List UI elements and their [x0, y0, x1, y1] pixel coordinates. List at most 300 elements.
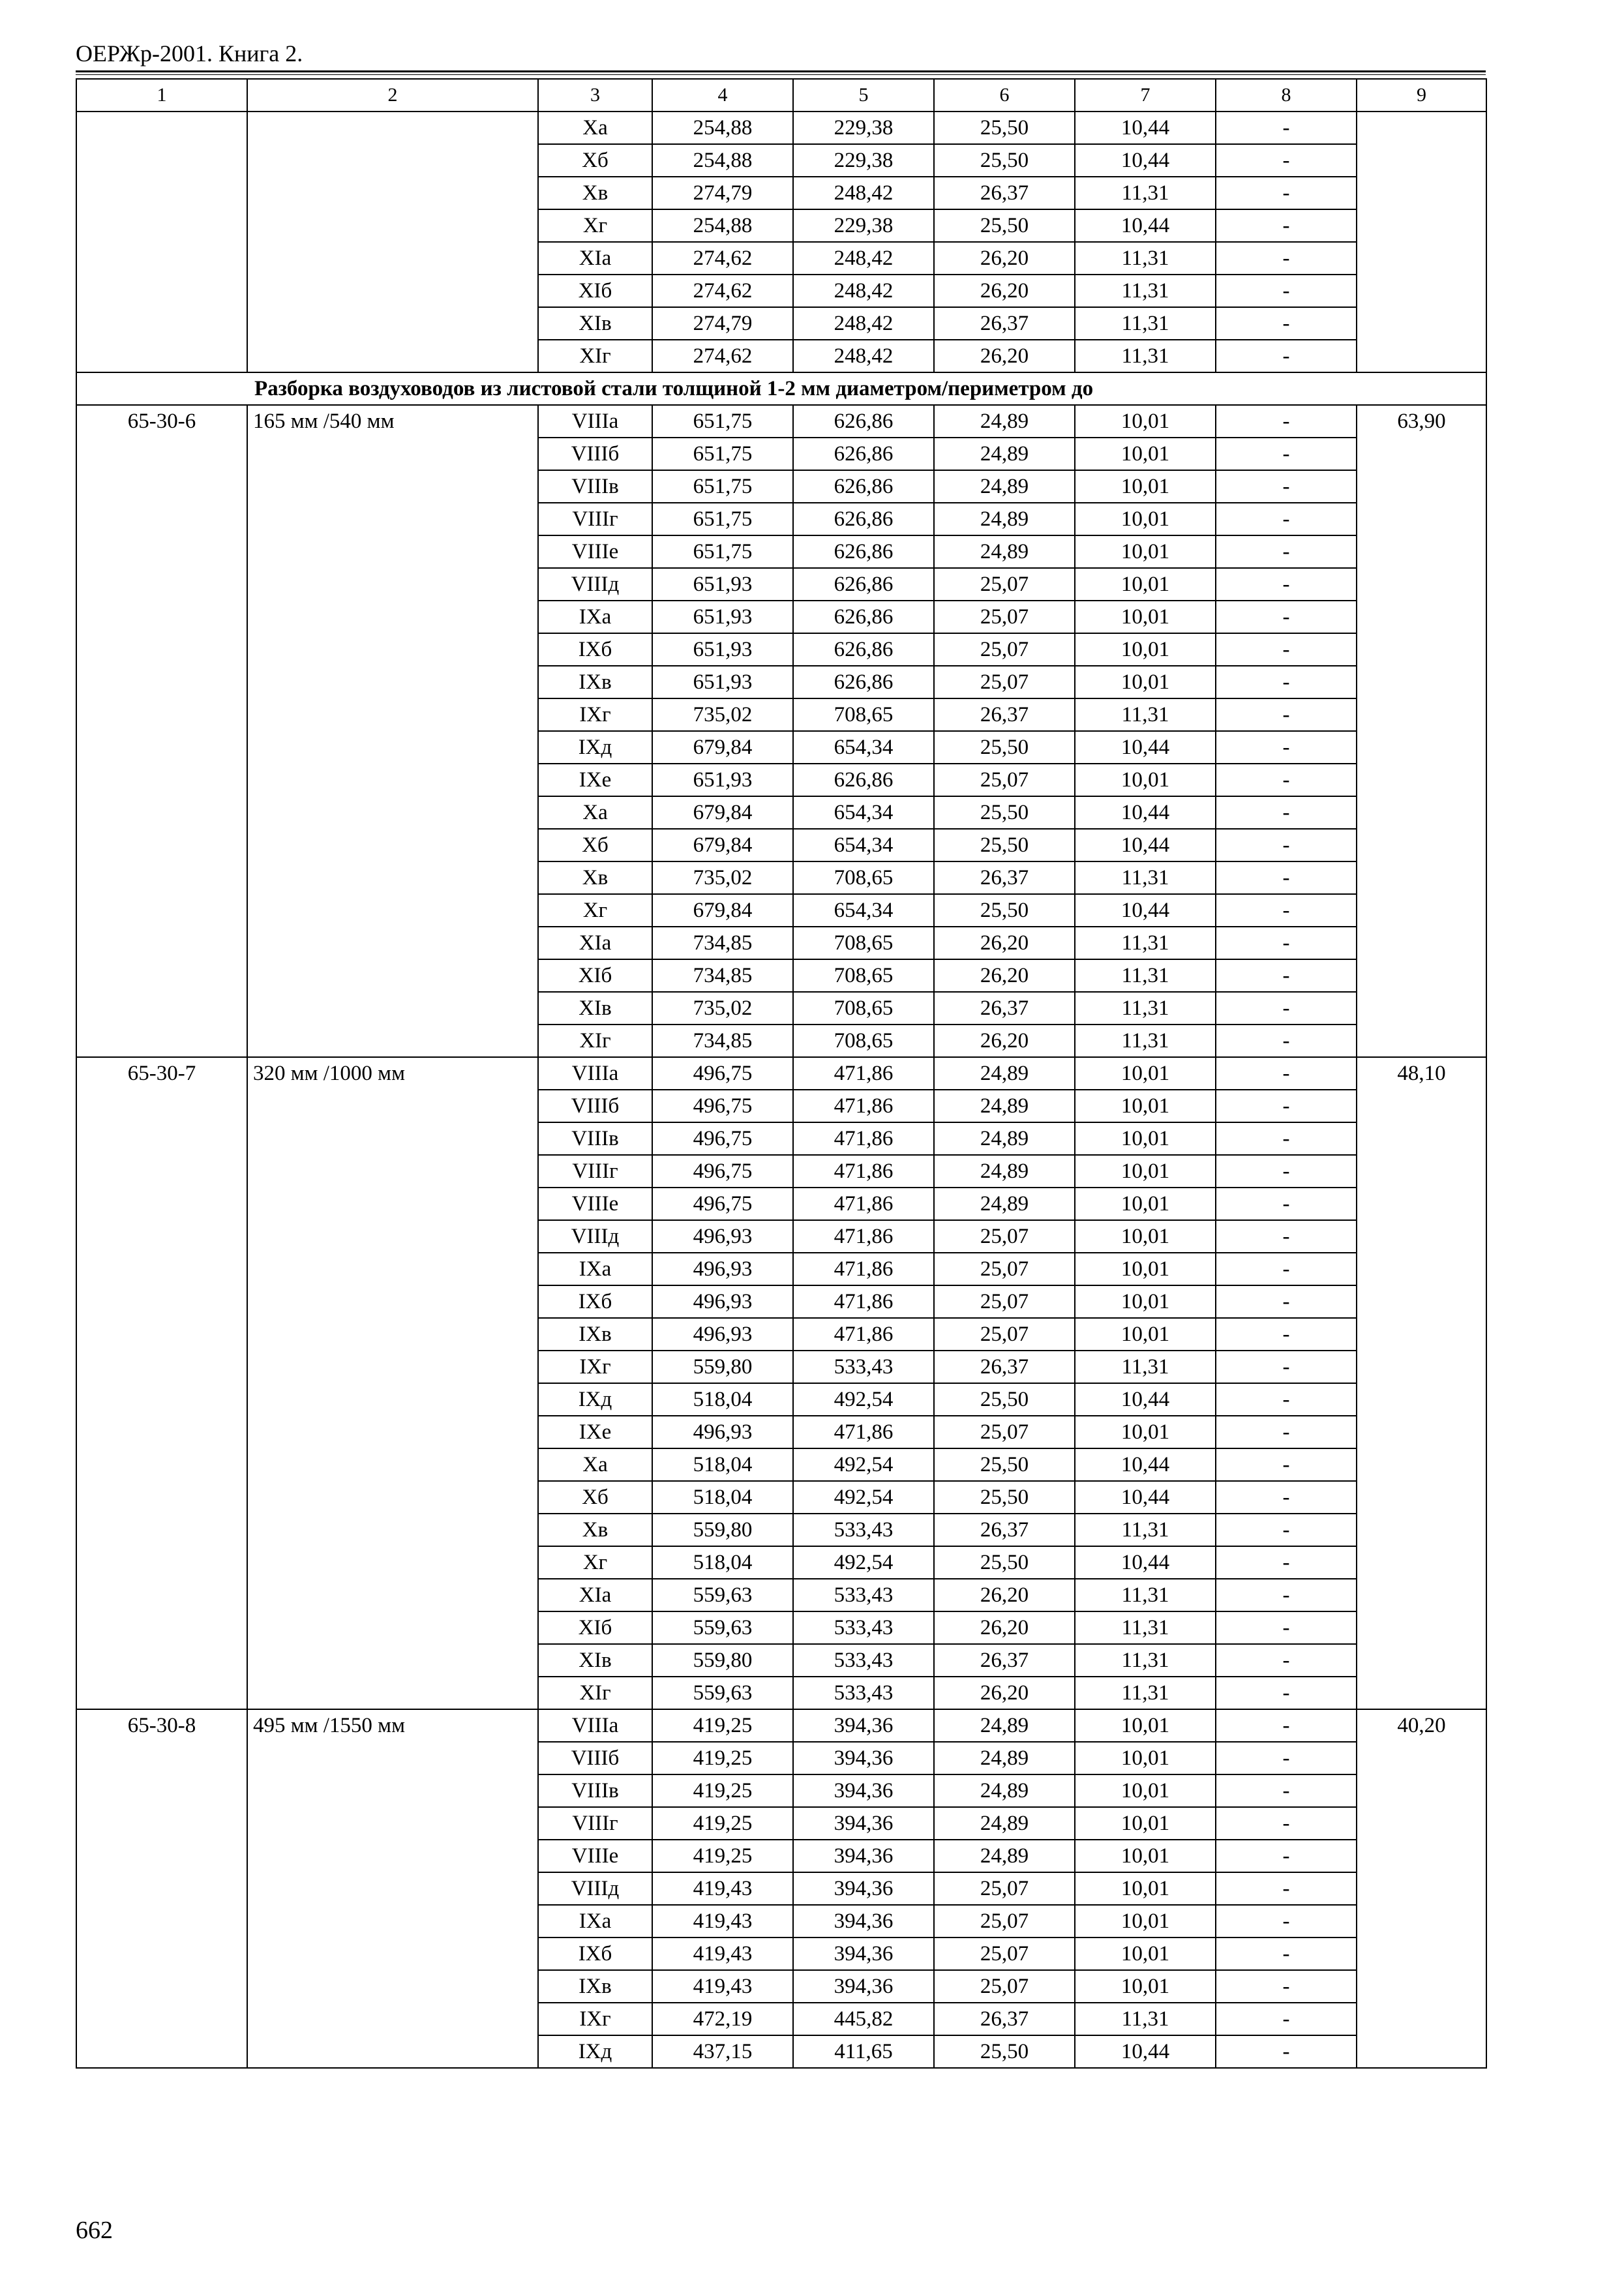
value-cell: 626,86 [793, 764, 934, 796]
value-cell: 10,01 [1075, 503, 1216, 535]
value-cell: 26,37 [934, 861, 1075, 894]
value-cell: 496,93 [652, 1285, 793, 1318]
value-cell: 708,65 [793, 698, 934, 731]
value-cell: 533,43 [793, 1579, 934, 1611]
value-cell: - [1216, 242, 1357, 275]
value-cell: - [1216, 1709, 1357, 1742]
value-cell: IXг [538, 2003, 652, 2035]
value-cell: 11,31 [1075, 177, 1216, 209]
value-cell: 10,01 [1075, 1840, 1216, 1872]
value-cell: 26,20 [934, 927, 1075, 959]
value-cell: 411,65 [793, 2035, 934, 2068]
value-cell: 26,20 [934, 1677, 1075, 1709]
value-cell: 10,01 [1075, 1090, 1216, 1122]
value-cell: - [1216, 1253, 1357, 1285]
value-cell: 419,25 [652, 1807, 793, 1840]
value-cell: 11,31 [1075, 275, 1216, 307]
value-cell: 496,93 [652, 1220, 793, 1253]
value-cell: 626,86 [793, 405, 934, 438]
value-cell: 559,80 [652, 1351, 793, 1383]
value-cell: 10,01 [1075, 1253, 1216, 1285]
value-cell: IXг [538, 1351, 652, 1383]
value-cell: 518,04 [652, 1448, 793, 1481]
value-cell: 24,89 [934, 1807, 1075, 1840]
value-cell: - [1216, 601, 1357, 633]
value-cell: 11,31 [1075, 1025, 1216, 1057]
value-cell: VIIIб [538, 1090, 652, 1122]
value-cell: 471,86 [793, 1122, 934, 1155]
value-cell: IXв [538, 1318, 652, 1351]
value-cell: 254,88 [652, 209, 793, 242]
value-cell: 708,65 [793, 861, 934, 894]
value-cell: 25,50 [934, 144, 1075, 177]
value-cell: 25,07 [934, 1220, 1075, 1253]
column-number: 5 [793, 79, 934, 112]
value-cell: VIIIг [538, 503, 652, 535]
value-cell: 394,36 [793, 1709, 934, 1742]
value-cell: 419,25 [652, 1709, 793, 1742]
value-cell: 626,86 [793, 438, 934, 470]
value-cell: 24,89 [934, 535, 1075, 568]
value-cell: 11,31 [1075, 307, 1216, 340]
value-cell: 559,80 [652, 1644, 793, 1677]
value-cell: 471,86 [793, 1416, 934, 1448]
value-cell: 229,38 [793, 209, 934, 242]
value-cell: - [1216, 1840, 1357, 1872]
value-cell: 394,36 [793, 1937, 934, 1970]
value-cell: 10,01 [1075, 1742, 1216, 1774]
value-cell: 471,86 [793, 1253, 934, 1285]
page-number: 662 [76, 2217, 113, 2244]
value-cell: 274,62 [652, 242, 793, 275]
value-cell: 24,89 [934, 1742, 1075, 1774]
code-cell: 65-30-6 [76, 405, 247, 1057]
value-cell: 492,54 [793, 1546, 934, 1579]
value-cell: - [1216, 1220, 1357, 1253]
value-cell: 419,25 [652, 1774, 793, 1807]
value-cell: 10,01 [1075, 1318, 1216, 1351]
total-cell: 40,20 [1357, 1709, 1486, 2068]
value-cell: 626,86 [793, 470, 934, 503]
value-cell: 559,63 [652, 1611, 793, 1644]
value-cell: 496,93 [652, 1318, 793, 1351]
value-cell: - [1216, 2003, 1357, 2035]
value-cell: 11,31 [1075, 861, 1216, 894]
value-cell: 26,37 [934, 1351, 1075, 1383]
value-cell: IXб [538, 1285, 652, 1318]
value-cell: - [1216, 959, 1357, 992]
value-cell: 26,20 [934, 242, 1075, 275]
value-cell: 394,36 [793, 1742, 934, 1774]
value-cell: 10,01 [1075, 666, 1216, 698]
value-cell: 735,02 [652, 861, 793, 894]
value-cell: - [1216, 535, 1357, 568]
value-cell: 654,34 [793, 796, 934, 829]
column-number: 8 [1216, 79, 1357, 112]
value-cell: 394,36 [793, 1970, 934, 2003]
value-cell: 25,50 [934, 1481, 1075, 1514]
value-cell: - [1216, 1481, 1357, 1514]
value-cell: 419,43 [652, 1970, 793, 2003]
value-cell: 26,20 [934, 1579, 1075, 1611]
value-cell: 10,01 [1075, 1905, 1216, 1937]
value-cell: 24,89 [934, 1840, 1075, 1872]
value-cell: IXв [538, 666, 652, 698]
value-cell: 10,01 [1075, 535, 1216, 568]
value-cell: 229,38 [793, 112, 934, 144]
section-row [76, 372, 1486, 405]
value-cell: VIIIe [538, 535, 652, 568]
value-cell: 419,43 [652, 1905, 793, 1937]
value-cell: 651,93 [652, 601, 793, 633]
value-cell: 24,89 [934, 503, 1075, 535]
value-cell: Xв [538, 177, 652, 209]
value-cell: XIa [538, 242, 652, 275]
value-cell: XIв [538, 992, 652, 1025]
value-cell: 496,75 [652, 1057, 793, 1090]
value-cell: 10,01 [1075, 633, 1216, 666]
value-cell: 419,25 [652, 1742, 793, 1774]
value-cell: 518,04 [652, 1546, 793, 1579]
value-cell: 25,07 [934, 666, 1075, 698]
value-cell: 626,86 [793, 568, 934, 601]
value-cell: IXe [538, 1416, 652, 1448]
value-cell: - [1216, 438, 1357, 470]
header-rule-thin [76, 74, 1486, 75]
value-cell: 25,07 [934, 1937, 1075, 1970]
value-cell: - [1216, 112, 1357, 144]
table-body [76, 79, 1486, 2068]
value-cell: 24,89 [934, 1709, 1075, 1742]
value-cell: 533,43 [793, 1351, 934, 1383]
value-cell: 394,36 [793, 1905, 934, 1937]
value-cell: 24,89 [934, 1774, 1075, 1807]
value-cell: - [1216, 796, 1357, 829]
value-cell: - [1216, 307, 1357, 340]
value-cell: - [1216, 1546, 1357, 1579]
description-cell: 165 мм /540 мм [247, 405, 538, 1057]
value-cell: VIIIд [538, 1220, 652, 1253]
description-cell: 320 мм /1000 мм [247, 1057, 538, 1709]
value-cell: - [1216, 1872, 1357, 1905]
value-cell: 10,01 [1075, 1220, 1216, 1253]
value-cell: 24,89 [934, 1188, 1075, 1220]
value-cell: 10,44 [1075, 112, 1216, 144]
value-cell: - [1216, 633, 1357, 666]
value-cell: VIIIa [538, 405, 652, 438]
value-cell: 10,01 [1075, 438, 1216, 470]
value-cell: 25,50 [934, 829, 1075, 861]
value-cell: 26,20 [934, 959, 1075, 992]
value-cell: 10,01 [1075, 1807, 1216, 1840]
value-cell: 471,86 [793, 1220, 934, 1253]
value-cell: - [1216, 1579, 1357, 1611]
value-cell: 518,04 [652, 1481, 793, 1514]
value-cell: 11,31 [1075, 992, 1216, 1025]
value-cell: 708,65 [793, 959, 934, 992]
value-cell: 25,07 [934, 601, 1075, 633]
value-cell: 472,19 [652, 2003, 793, 2035]
value-cell: VIIIг [538, 1807, 652, 1840]
value-cell: 559,63 [652, 1579, 793, 1611]
value-cell: 25,50 [934, 1383, 1075, 1416]
value-cell: 651,93 [652, 633, 793, 666]
value-cell: 471,86 [793, 1090, 934, 1122]
value-cell: 26,37 [934, 992, 1075, 1025]
page-header: ОЕРЖр-2001. Книга 2. [76, 40, 303, 67]
value-cell: 734,85 [652, 959, 793, 992]
value-cell: 735,02 [652, 698, 793, 731]
value-cell: 679,84 [652, 829, 793, 861]
value-cell: 11,31 [1075, 1351, 1216, 1383]
value-cell: 533,43 [793, 1611, 934, 1644]
value-cell: XIa [538, 927, 652, 959]
value-cell: VIIIв [538, 470, 652, 503]
value-cell: VIIIe [538, 1188, 652, 1220]
value-cell: 274,62 [652, 275, 793, 307]
value-cell: - [1216, 1742, 1357, 1774]
value-cell: 10,01 [1075, 1416, 1216, 1448]
value-cell: 10,01 [1075, 1155, 1216, 1188]
value-cell: 25,07 [934, 1970, 1075, 2003]
value-cell: 734,85 [652, 927, 793, 959]
value-cell: IXa [538, 1253, 652, 1285]
value-cell: 10,01 [1075, 405, 1216, 438]
value-cell: 734,85 [652, 1025, 793, 1057]
value-cell: - [1216, 144, 1357, 177]
value-cell: 11,31 [1075, 340, 1216, 372]
rates-table [76, 78, 1487, 2069]
value-cell: 626,86 [793, 503, 934, 535]
value-cell: XIб [538, 1611, 652, 1644]
value-cell: - [1216, 1318, 1357, 1351]
value-cell: 679,84 [652, 894, 793, 927]
value-cell: - [1216, 861, 1357, 894]
value-cell: 708,65 [793, 927, 934, 959]
value-cell: 229,38 [793, 144, 934, 177]
value-cell: 25,50 [934, 1546, 1075, 1579]
value-cell: 496,75 [652, 1122, 793, 1155]
value-cell: 10,01 [1075, 568, 1216, 601]
value-cell: VIIIд [538, 568, 652, 601]
value-cell: 26,37 [934, 2003, 1075, 2035]
value-cell: 10,44 [1075, 144, 1216, 177]
value-cell: 471,86 [793, 1285, 934, 1318]
table-row [76, 112, 1486, 144]
value-cell: 10,01 [1075, 1188, 1216, 1220]
value-cell: 25,50 [934, 1448, 1075, 1481]
column-number: 1 [76, 79, 247, 112]
value-cell: Xб [538, 144, 652, 177]
header-rule [76, 70, 1486, 72]
total-cell: 48,10 [1357, 1057, 1486, 1709]
value-cell: - [1216, 1905, 1357, 1937]
value-cell: - [1216, 1774, 1357, 1807]
value-cell: 471,86 [793, 1155, 934, 1188]
value-cell: 11,31 [1075, 2003, 1216, 2035]
value-cell: 24,89 [934, 1057, 1075, 1090]
value-cell: 437,15 [652, 2035, 793, 2068]
value-cell: 10,44 [1075, 1481, 1216, 1514]
value-cell: 11,31 [1075, 1579, 1216, 1611]
value-cell: - [1216, 2035, 1357, 2068]
column-number: 4 [652, 79, 793, 112]
value-cell: IXa [538, 1905, 652, 1937]
table-row [76, 1709, 1486, 1742]
value-cell: - [1216, 1416, 1357, 1448]
section-title: Разборка воздуховодов из листовой стали толщиной 1-2 мм диаметром/периметром до [76, 372, 1486, 405]
value-cell: 492,54 [793, 1481, 934, 1514]
value-cell: 11,31 [1075, 1677, 1216, 1709]
value-cell: - [1216, 1448, 1357, 1481]
value-cell: - [1216, 829, 1357, 861]
value-cell: 10,01 [1075, 1122, 1216, 1155]
value-cell: 626,86 [793, 666, 934, 698]
value-cell: 248,42 [793, 307, 934, 340]
value-cell: - [1216, 1677, 1357, 1709]
value-cell: - [1216, 1025, 1357, 1057]
value-cell: - [1216, 1285, 1357, 1318]
value-cell: 559,63 [652, 1677, 793, 1709]
value-cell: 11,31 [1075, 1644, 1216, 1677]
value-cell: Xг [538, 209, 652, 242]
value-cell: 496,75 [652, 1188, 793, 1220]
value-cell: VIIIa [538, 1709, 652, 1742]
value-cell: - [1216, 1937, 1357, 1970]
value-cell: 25,50 [934, 112, 1075, 144]
value-cell: - [1216, 568, 1357, 601]
value-cell: 254,88 [652, 144, 793, 177]
value-cell: 248,42 [793, 242, 934, 275]
value-cell: VIIIв [538, 1774, 652, 1807]
value-cell: 496,75 [652, 1155, 793, 1188]
value-cell: 10,44 [1075, 209, 1216, 242]
value-cell: 626,86 [793, 601, 934, 633]
value-cell: 26,20 [934, 275, 1075, 307]
column-number: 9 [1357, 79, 1486, 112]
value-cell: - [1216, 666, 1357, 698]
value-cell: 248,42 [793, 177, 934, 209]
value-cell: 518,04 [652, 1383, 793, 1416]
value-cell: 651,75 [652, 470, 793, 503]
value-cell: VIIIг [538, 1155, 652, 1188]
description-cell [247, 112, 538, 372]
value-cell: - [1216, 405, 1357, 438]
value-cell: XIв [538, 307, 652, 340]
value-cell: 419,25 [652, 1840, 793, 1872]
value-cell: 11,31 [1075, 242, 1216, 275]
column-number: 3 [538, 79, 652, 112]
value-cell: 25,07 [934, 1318, 1075, 1351]
code-cell: 65-30-7 [76, 1057, 247, 1709]
value-cell: 25,07 [934, 568, 1075, 601]
value-cell: 11,31 [1075, 1611, 1216, 1644]
value-cell: 445,82 [793, 2003, 934, 2035]
value-cell: 10,44 [1075, 2035, 1216, 2068]
value-cell: - [1216, 1188, 1357, 1220]
value-cell: IXa [538, 601, 652, 633]
value-cell: 492,54 [793, 1383, 934, 1416]
value-cell: VIIIe [538, 1840, 652, 1872]
value-cell: 274,79 [652, 307, 793, 340]
value-cell: 651,75 [652, 535, 793, 568]
description-cell: 495 мм /1550 мм [247, 1709, 538, 2068]
value-cell: 394,36 [793, 1840, 934, 1872]
value-cell: 419,43 [652, 1937, 793, 1970]
value-cell: 708,65 [793, 992, 934, 1025]
value-cell: VIIIб [538, 1742, 652, 1774]
value-cell: 26,37 [934, 307, 1075, 340]
value-cell: 26,37 [934, 1644, 1075, 1677]
value-cell: VIIIб [538, 438, 652, 470]
code-cell [76, 112, 247, 372]
value-cell: Xг [538, 1546, 652, 1579]
value-cell: - [1216, 1122, 1357, 1155]
value-cell: 496,93 [652, 1253, 793, 1285]
value-cell: 10,44 [1075, 731, 1216, 764]
value-cell: - [1216, 1383, 1357, 1416]
value-cell: XIб [538, 959, 652, 992]
value-cell: 248,42 [793, 340, 934, 372]
value-cell: 10,01 [1075, 764, 1216, 796]
value-cell: XIг [538, 1677, 652, 1709]
value-cell: 25,07 [934, 1253, 1075, 1285]
value-cell: IXв [538, 1970, 652, 2003]
value-cell: 26,37 [934, 177, 1075, 209]
value-cell: - [1216, 1807, 1357, 1840]
value-cell: 25,07 [934, 764, 1075, 796]
value-cell: - [1216, 894, 1357, 927]
value-cell: 533,43 [793, 1644, 934, 1677]
value-cell: Xв [538, 861, 652, 894]
value-cell: 10,01 [1075, 1057, 1216, 1090]
value-cell: XIг [538, 340, 652, 372]
value-cell: 25,50 [934, 209, 1075, 242]
value-cell: 24,89 [934, 1155, 1075, 1188]
value-cell: - [1216, 992, 1357, 1025]
value-cell: 26,20 [934, 340, 1075, 372]
value-cell: - [1216, 1644, 1357, 1677]
value-cell: 25,07 [934, 1905, 1075, 1937]
value-cell: 654,34 [793, 731, 934, 764]
value-cell: 26,37 [934, 1514, 1075, 1546]
value-cell: - [1216, 764, 1357, 796]
value-cell: 651,93 [652, 666, 793, 698]
value-cell: 626,86 [793, 535, 934, 568]
value-cell: 651,75 [652, 405, 793, 438]
value-cell: XIв [538, 1644, 652, 1677]
value-cell: IXд [538, 1383, 652, 1416]
value-cell: IXд [538, 731, 652, 764]
value-cell: 10,44 [1075, 1448, 1216, 1481]
value-cell: 10,44 [1075, 796, 1216, 829]
value-cell: 248,42 [793, 275, 934, 307]
value-cell: 25,07 [934, 1416, 1075, 1448]
value-cell: 11,31 [1075, 698, 1216, 731]
value-cell: 559,80 [652, 1514, 793, 1546]
value-cell: IXe [538, 764, 652, 796]
value-cell: Xa [538, 1448, 652, 1481]
value-cell: IXг [538, 698, 652, 731]
value-cell: - [1216, 340, 1357, 372]
value-cell: IXб [538, 633, 652, 666]
value-cell: - [1216, 927, 1357, 959]
value-cell: - [1216, 177, 1357, 209]
value-cell: 10,44 [1075, 829, 1216, 861]
value-cell: 471,86 [793, 1318, 934, 1351]
value-cell: 394,36 [793, 1872, 934, 1905]
value-cell: 679,84 [652, 731, 793, 764]
